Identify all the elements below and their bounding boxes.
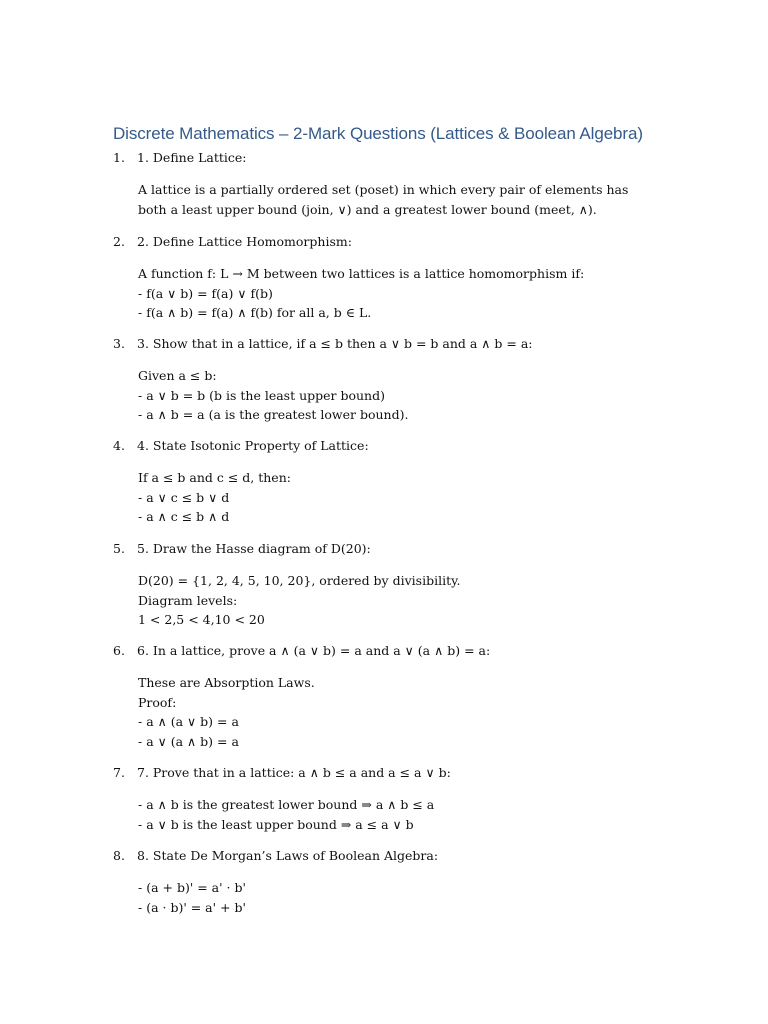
item-number: 3. (113, 336, 125, 351)
answer-block (138, 878, 658, 917)
answer-line: Proof: (138, 694, 177, 710)
item-number: 1. (113, 150, 125, 165)
question-text: 5. Draw the Hasse diagram of D(20): (137, 541, 371, 556)
item-number: 6. (113, 643, 125, 658)
answer-line: If a ≤ b and c ≤ d, then: (138, 470, 291, 485)
answer-block (138, 571, 658, 630)
answer-block (138, 180, 658, 219)
answer-block (138, 673, 658, 751)
answer-line: These are Absorption Laws. (138, 675, 315, 690)
answer-line: - a ∨ b is the least upper bound ⇒ a ≤ a ∨ b (138, 816, 414, 832)
answer-line: - (a + b)' = a' · b' (138, 880, 246, 895)
answer-line: A function f: L → M between two lattices is a lattice homomorphism if: (138, 266, 585, 281)
answer-line: - a ∨ c ≤ b ∨ d (138, 489, 230, 505)
answer-block (138, 795, 658, 834)
item-number: 8. (113, 848, 125, 863)
question-text: 7. Prove that in a lattice: a ∧ b ≤ a and a ≤ a ∨ b: (137, 765, 451, 780)
answer-line: 1 < 2,5 < 4,10 < 20 (138, 612, 265, 627)
answer-line: - f(a ∧ b) = f(a) ∧ f(b) for all a, b ∈ L. (138, 305, 372, 320)
answer-line: - a ∨ (a ∧ b) = a (138, 733, 239, 749)
answer-line: - a ∧ c ≤ b ∧ d (138, 509, 230, 524)
answer-line: - a ∧ b is the greatest lower bound ⇒ a ∧ b ≤ a (138, 797, 435, 812)
answer-line: D(20) = {1, 2, 4, 5, 10, 20}, ordered by divisibility. (138, 573, 461, 588)
answer-line: Given a ≤ b: (138, 368, 217, 383)
item-number: 7. (113, 765, 125, 780)
answer-line: - a ∨ b = b (b is the least upper bound) (138, 387, 385, 403)
question-text: 2. Define Lattice Homomorphism: (137, 234, 352, 249)
answer-block (138, 366, 658, 425)
question-text: 8. State De Morgan’s Laws of Boolean Algebra: (137, 848, 439, 863)
item-number: 2. (113, 234, 125, 249)
answer-line: A lattice is a partially ordered set (poset) in which every pair of elements has both a least upper bound (join, ∨) and a greatest lower bound (meet, ∧). (138, 182, 629, 217)
item-number: 5. (113, 541, 125, 556)
answer-line: - f(a ∨ b) = f(a) ∨ f(b) (138, 285, 273, 301)
question-text: 4. State Isotonic Property of Lattice: (137, 438, 369, 453)
answer-block (138, 468, 658, 527)
question-text: 1. Define Lattice: (137, 150, 247, 165)
answer-line: - a ∧ (a ∨ b) = a (138, 714, 239, 729)
answer-line: - a ∧ b = a (a is the greatest lower bound). (138, 407, 409, 422)
item-number: 4. (113, 438, 125, 453)
answer-block (138, 264, 658, 323)
question-text: 3. Show that in a lattice, if a ≤ b then a ∨ b = b and a ∧ b = a: (137, 336, 533, 351)
document-title: Discrete Mathematics – 2-Mark Questions (Lattices & Boolean Algebra) (113, 124, 643, 143)
answer-line: - (a · b)' = a' + b' (138, 899, 246, 915)
question-text: 6. In a lattice, prove a ∧ (a ∨ b) = a and a ∨ (a ∧ b) = a: (137, 643, 491, 658)
answer-line: Diagram levels: (138, 592, 238, 608)
